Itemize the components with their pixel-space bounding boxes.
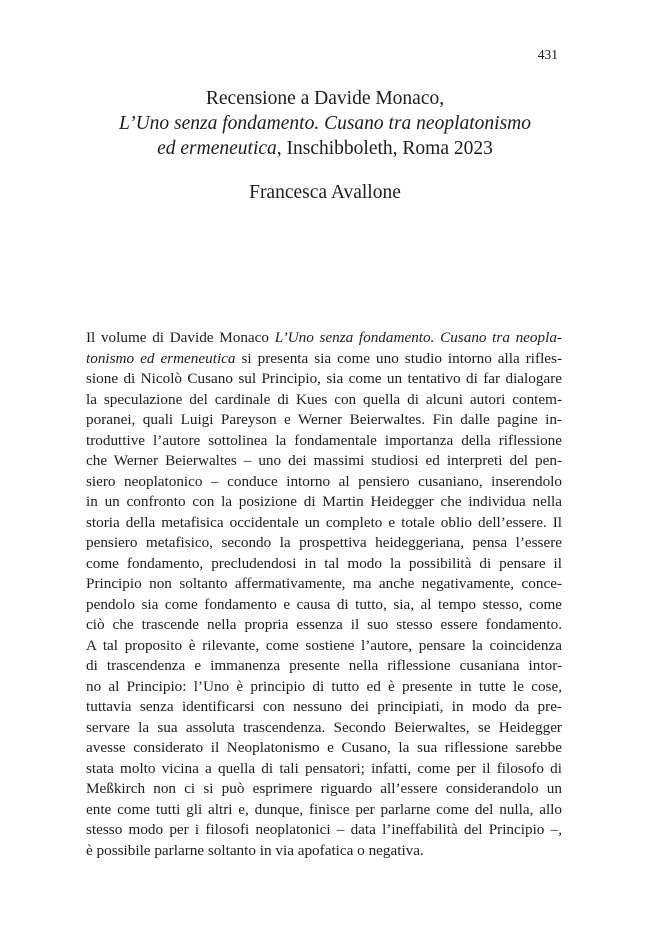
body-line: poranei, quali Luigi Pareyson e Werner Beierwaltes. Fin dalle pagine in- <box>86 411 562 428</box>
book-title-inline: L’Uno senza fondamento. Cusano tra neopla- <box>274 329 562 346</box>
body-line-last: è possibile parlarne soltanto in via apofatica o negativa. <box>86 841 424 859</box>
body-line <box>86 328 562 349</box>
book-title-part-1: L’Uno senza fondamento. Cusano tra neoplatonismo <box>118 113 532 134</box>
review-title <box>0 86 650 161</box>
body-line: storia della metafisica occidentale un completo e totale oblio dell’essere. Il <box>86 513 562 531</box>
body-line: stesso modo per i filosofi neoplatonici – data l’ineffabilità del Principio –, <box>86 821 562 838</box>
title-line-3 <box>0 136 650 161</box>
book-title-inline: tonismo ed ermeneutica <box>86 349 236 367</box>
body-line: tuttavia senza identificarsi con nessuno dei principiati, in modo da pre- <box>86 698 562 715</box>
body-line: servare la sua assoluta trascendenza. Secondo Beierwaltes, se Heidegger <box>86 718 562 736</box>
body-line: avesse considerato il Neoplatonismo e Cusano, la sua riflessione sarebbe <box>86 739 562 756</box>
body-line: stata molto vicina a quella di tali pensatori; infatti, come per il filosofo di <box>86 759 562 777</box>
body-line: di trascendenza e immanenza presente nella riflessione cusaniana intor- <box>86 657 562 674</box>
body-line: Meßkirch non ci si può esprimere riguardo all’essere considerandolo un <box>86 780 562 797</box>
body-line: troduttive l’autore sottolinea la fondamentale importanza della riflessione <box>86 431 562 449</box>
body-line: siero neoplatonico – conduce intorno al pensiero cusaniano, inserendolo <box>86 472 562 490</box>
title-line-1: Recensione a Davide Monaco, <box>205 88 445 109</box>
title-line-2 <box>0 111 650 136</box>
body-line: pendolo sia come fondamento e causa di tutto, sia, al tempo stesso, come <box>86 595 562 613</box>
publisher-info: , Inschibboleth, Roma 2023 <box>276 138 493 159</box>
body-line: ciò che trascende nella propria essenza il suo stesso essere fondamento. <box>86 616 562 633</box>
book-title-part-2: ed ermeneutica <box>157 138 277 159</box>
body-line: pensiero metafisico, secondo la prospettiva heideggeriana, pensa l’essere <box>86 534 562 551</box>
body-line <box>86 349 562 370</box>
body-line: come fondamento, precludendosi in tal modo la possibilità di pensare il <box>86 554 562 572</box>
body-line-text: Il volume di Davide Monaco <box>86 329 275 346</box>
author-name: Francesca Avallone <box>249 182 401 203</box>
body-line: ente come tutti gli altri e, dunque, finisce per parlarne come del nulla, allo <box>86 800 562 818</box>
body-line: A tal proposito è rilevante, come sostiene l’autore, pensare la coincidenza <box>86 636 562 654</box>
body-line-text: si presenta sia come uno studio intorno alla rifles- <box>235 349 562 367</box>
body-line: in un confronto con la posizione di Martin Heidegger che individua nella <box>86 493 562 510</box>
page-number: 431 <box>537 47 558 62</box>
body-line: sione di Nicolò Cusano sul Principio, sia come un tentativo di far dialogare <box>86 370 562 387</box>
body-line: Principio non soltanto affermativamente, ma anche negativamente, conce- <box>86 575 562 592</box>
body-line: la speculazione del cardinale di Kues con quella di alcuni autori contem- <box>86 390 562 408</box>
body-line: che Werner Beierwaltes – uno dei massimi studiosi ed interpreti del pen- <box>86 452 562 469</box>
body-paragraph <box>86 328 562 861</box>
body-line: no al Principio: l’Uno è principio di tutto ed è presente in tutte le cose, <box>86 677 562 695</box>
